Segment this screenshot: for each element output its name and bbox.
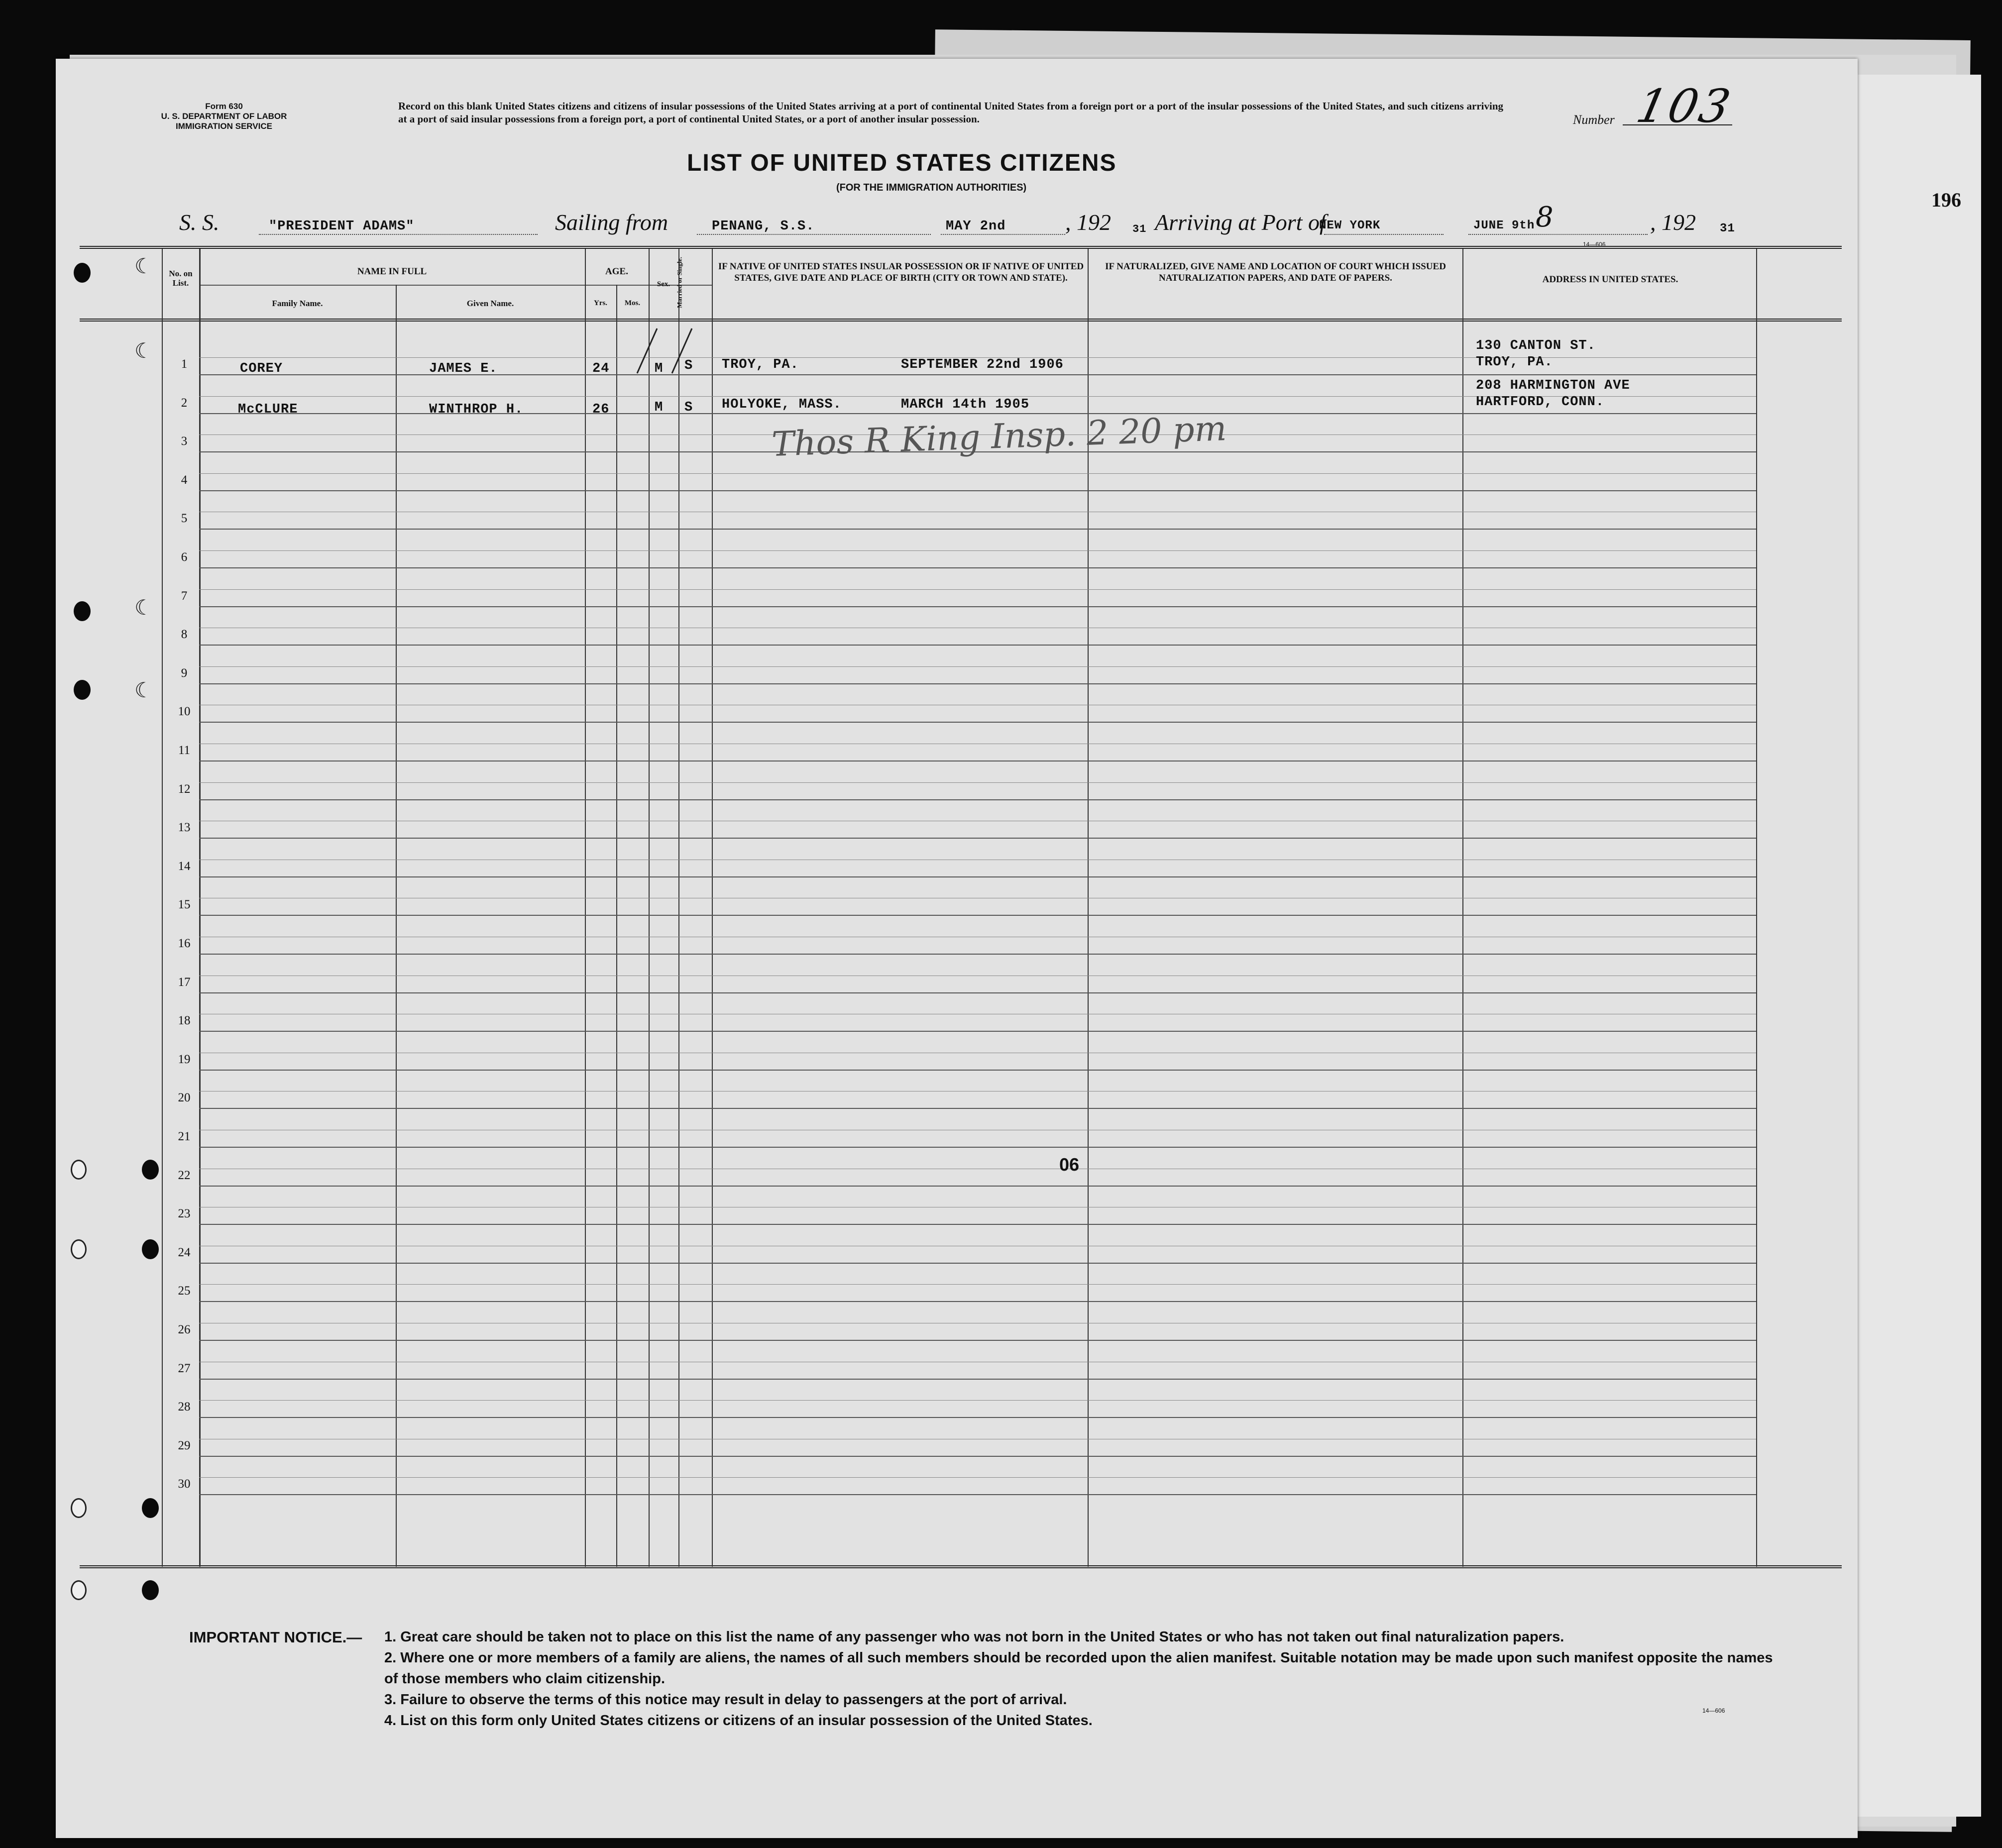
row-rule xyxy=(199,876,1756,877)
row-number: 25 xyxy=(178,1284,191,1298)
notice-list xyxy=(384,1627,1778,1731)
ship-name-line xyxy=(259,234,538,235)
binder-hole xyxy=(142,1580,159,1600)
row-rule xyxy=(199,1070,1756,1071)
row-rule xyxy=(199,722,1756,723)
col-divider xyxy=(649,249,650,1567)
manifest-sheet xyxy=(56,59,1858,1838)
col-header-sex: Sex. xyxy=(657,280,670,288)
col-divider xyxy=(396,285,397,1567)
passenger-1-birth-date: SEPTEMBER 22nd 1906 xyxy=(901,357,1064,372)
form-code-top: 14—606 xyxy=(1583,241,1606,248)
page-number: 196 xyxy=(1931,189,1961,211)
row-rule xyxy=(199,683,1756,684)
row-rule xyxy=(199,992,1756,993)
col-divider xyxy=(199,249,201,1567)
upside-down-mark: 90 xyxy=(1059,1154,1080,1175)
row-rule xyxy=(199,1031,1756,1032)
passenger-1-given-name: JAMES E. xyxy=(429,361,498,376)
crescent-mark: ☾ xyxy=(134,679,153,702)
row-rule xyxy=(199,589,1756,590)
col-header-name-in-full: NAME IN FULL xyxy=(357,266,427,277)
row-number: 6 xyxy=(181,550,188,564)
row-rule xyxy=(199,1108,1756,1109)
sailing-port: PENANG, S.S. xyxy=(712,219,815,234)
ship-name: "PRESIDENT ADAMS" xyxy=(269,219,415,234)
row-number: 11 xyxy=(178,744,191,757)
row-rule xyxy=(199,473,1756,474)
row-number: 7 xyxy=(181,589,188,603)
ss-label: S. S. xyxy=(179,210,220,235)
arrival-port: NEW YORK xyxy=(1319,219,1381,232)
passenger-2-sex: M xyxy=(655,400,664,415)
sailing-port-line xyxy=(697,234,931,235)
passenger-1-birth-place: TROY, PA. xyxy=(722,357,799,372)
col-header-birth: IF NATIVE OF UNITED STATES INSULAR POSSESSION OR IF NATIVE OF UNITED STATES, GIVE DATE AND PLACE OF BIRTH (CITY OR TOWN AND STATE). xyxy=(718,261,1084,283)
row-rule xyxy=(199,1340,1756,1341)
row-number: 8 xyxy=(181,628,188,641)
col-divider xyxy=(1462,249,1463,1567)
binder-hole xyxy=(142,1498,159,1518)
year-prefix-arrival: , 192 xyxy=(1650,210,1696,235)
row-number: 19 xyxy=(178,1053,191,1066)
form-id-block xyxy=(149,102,299,131)
row-rule xyxy=(199,1456,1756,1457)
row-rule xyxy=(199,550,1756,551)
row-number: 24 xyxy=(178,1246,191,1259)
passenger-1-marital: S xyxy=(684,358,693,373)
passenger-2-address-line2: HARTFORD, CONN. xyxy=(1476,395,1605,410)
crescent-mark: ☾ xyxy=(134,255,153,278)
row-number: 3 xyxy=(181,435,188,448)
row-number: 30 xyxy=(178,1477,191,1491)
col-header-naturalized: IF NATURALIZED, GIVE NAME AND LOCATION OF COURT WHICH ISSUED NATURALIZATION PAPERS, AND DATE OF PAPERS. xyxy=(1105,261,1446,283)
ditto-slash-marks xyxy=(617,324,712,378)
page-subtitle: (FOR THE IMMIGRATION AUTHORITIES) xyxy=(836,182,1027,193)
notice-item: 1. Great care should be taken not to place on this list the name of any passenger who was not born in the United States or who has not taken out final naturalization papers. xyxy=(384,1629,1564,1645)
arrival-date-line xyxy=(1468,234,1648,235)
service-name: IMMIGRATION SERVICE xyxy=(176,121,272,131)
sailing-label: Sailing from xyxy=(555,210,668,235)
passenger-2-marital: S xyxy=(684,400,693,415)
arrival-port-line xyxy=(1324,234,1444,235)
row-rule xyxy=(199,666,1756,667)
crescent-mark: ☾ xyxy=(134,597,153,620)
row-number: 1 xyxy=(181,357,188,371)
row-number: 14 xyxy=(178,860,191,873)
passenger-1-address-line1: 130 CANTON ST. xyxy=(1476,338,1596,353)
row-rule xyxy=(199,1186,1756,1187)
row-rule xyxy=(199,1147,1756,1148)
header-bottom-rule xyxy=(80,319,1842,322)
row-rule xyxy=(199,1224,1756,1225)
inspector-signature: Thos R King Insp. 2 20 pm xyxy=(771,409,1227,464)
row-number: 23 xyxy=(178,1207,191,1220)
passenger-1-address-line2: TROY, PA. xyxy=(1476,355,1553,370)
col-header-married-single: Married or Single. xyxy=(675,257,683,308)
list-number-handwritten: 103 xyxy=(1632,80,1737,133)
row-rule xyxy=(199,1301,1756,1302)
binder-hole xyxy=(74,263,91,283)
row-number: 21 xyxy=(178,1130,191,1143)
notice-heading: IMPORTANT NOTICE.— xyxy=(189,1629,362,1646)
passenger-2-address-line1: 208 HARMINGTON AVE xyxy=(1476,378,1630,393)
number-label: Number xyxy=(1573,112,1615,127)
binder-hole xyxy=(71,1498,87,1518)
table-top-rule xyxy=(80,246,1842,249)
row-number: 22 xyxy=(178,1169,191,1182)
row-rule xyxy=(199,915,1756,916)
instructions-text: Record on this blank United States citizens and citizens of insular possessions of the United States arriving at a port of continental United States from a foreign port or a port of the insular possessions of the United States, and such citizens arriving at a port of said insular possessions from a foreign port, a port of continental United States, or a port of another insular possession. xyxy=(398,100,1503,125)
row-rule xyxy=(199,645,1756,646)
form-code-bottom: 14—606 xyxy=(1702,1707,1725,1714)
row-rule xyxy=(199,799,1756,800)
row-rule xyxy=(199,567,1756,568)
passenger-2-years: 26 xyxy=(592,402,610,417)
row-rule xyxy=(199,1284,1756,1285)
form-number: Form 630 xyxy=(205,102,243,111)
page-title: LIST OF UNITED STATES CITIZENS xyxy=(687,150,1117,176)
sailing-date: MAY 2nd xyxy=(946,219,1006,234)
binder-hole xyxy=(71,1580,87,1600)
passenger-2-given-name: WINTHROP H. xyxy=(429,402,524,417)
row-number: 5 xyxy=(181,512,188,525)
arrival-year: 31 xyxy=(1720,222,1735,235)
passenger-1-family-name: COREY xyxy=(240,361,283,376)
col-divider xyxy=(678,249,679,1567)
department-name: U. S. DEPARTMENT OF LABOR xyxy=(161,111,287,121)
row-rule xyxy=(199,606,1756,607)
notice-item: 3. Failure to observe the terms of this notice may result in delay to passengers at the port of arrival. xyxy=(384,1692,1067,1708)
binder-hole xyxy=(74,680,91,700)
row-rule xyxy=(199,782,1756,783)
row-rule xyxy=(199,1417,1756,1418)
row-rule xyxy=(199,529,1756,530)
arrival-date-handwritten: 8 xyxy=(1536,201,1554,233)
passenger-1-years: 24 xyxy=(592,361,610,376)
row-number: 17 xyxy=(178,976,191,989)
row-number: 26 xyxy=(178,1323,191,1336)
col-header-years: Yrs. xyxy=(593,299,608,307)
row-rule xyxy=(199,954,1756,955)
binder-hole xyxy=(71,1160,87,1180)
binder-hole xyxy=(142,1239,159,1259)
col-header-family-name: Family Name. xyxy=(272,299,323,308)
row-number: 27 xyxy=(178,1362,191,1375)
arriving-label: Arriving at Port of xyxy=(1155,210,1326,235)
row-rule xyxy=(199,1400,1756,1401)
row-number: 15 xyxy=(178,898,191,911)
crescent-mark: ☾ xyxy=(134,340,153,363)
col-header-no: No. on List. xyxy=(169,269,193,288)
row-number: 20 xyxy=(178,1091,191,1104)
col-divider xyxy=(1756,249,1757,1567)
passenger-2-birth-date: MARCH 14th 1905 xyxy=(901,397,1030,412)
sailing-date-line xyxy=(941,234,1065,235)
notice-item: 4. List on this form only United States citizens or citizens of an insular possession of the United States. xyxy=(384,1713,1093,1729)
notice-item: 2. Where one or more members of a family are aliens, the names of all such members should be recorded upon the alien manifest. Suitable notation may be made upon such manifest opposite the names of those members who claim citizenship. xyxy=(384,1650,1773,1687)
background-sheet-edge xyxy=(1842,75,1981,1817)
row-number: 18 xyxy=(178,1014,191,1027)
row-rule xyxy=(199,838,1756,839)
binder-hole xyxy=(142,1160,159,1180)
col-header-address: ADDRESS IN UNITED STATES. xyxy=(1542,274,1678,285)
row-rule xyxy=(199,1477,1756,1478)
row-number: 2 xyxy=(181,396,188,410)
col-divider xyxy=(585,249,586,1567)
passenger-2-birth-place: HOLYOKE, MASS. xyxy=(722,397,842,412)
row-number: 9 xyxy=(181,666,188,680)
year-prefix-sailing: , 192 xyxy=(1065,210,1111,235)
arrival-date: JUNE 9th xyxy=(1473,219,1535,232)
row-number: 12 xyxy=(178,782,191,796)
row-number: 16 xyxy=(178,937,191,950)
passenger-1-sex: M xyxy=(655,361,664,376)
binder-hole xyxy=(74,601,91,621)
binder-hole xyxy=(71,1239,87,1259)
row-number: 13 xyxy=(178,821,191,834)
row-number: 29 xyxy=(178,1439,191,1452)
col-header-months: Mos. xyxy=(624,299,641,307)
row-number: 10 xyxy=(178,705,191,718)
row-rule xyxy=(199,1494,1756,1495)
row-rule xyxy=(199,1379,1756,1380)
col-divider xyxy=(616,285,617,1567)
passenger-2-family-name: McCLURE xyxy=(238,402,298,417)
col-header-age: AGE. xyxy=(605,266,628,277)
col-divider xyxy=(712,249,713,1567)
col-header-given-name: Given Name. xyxy=(466,299,514,308)
sailing-year: 31 xyxy=(1132,223,1147,235)
row-number: 4 xyxy=(181,473,188,487)
row-rule xyxy=(199,490,1756,491)
col-divider xyxy=(162,249,163,1567)
row-rule xyxy=(199,1263,1756,1264)
table-bottom-rule xyxy=(80,1565,1842,1568)
row-number: 28 xyxy=(178,1400,191,1413)
